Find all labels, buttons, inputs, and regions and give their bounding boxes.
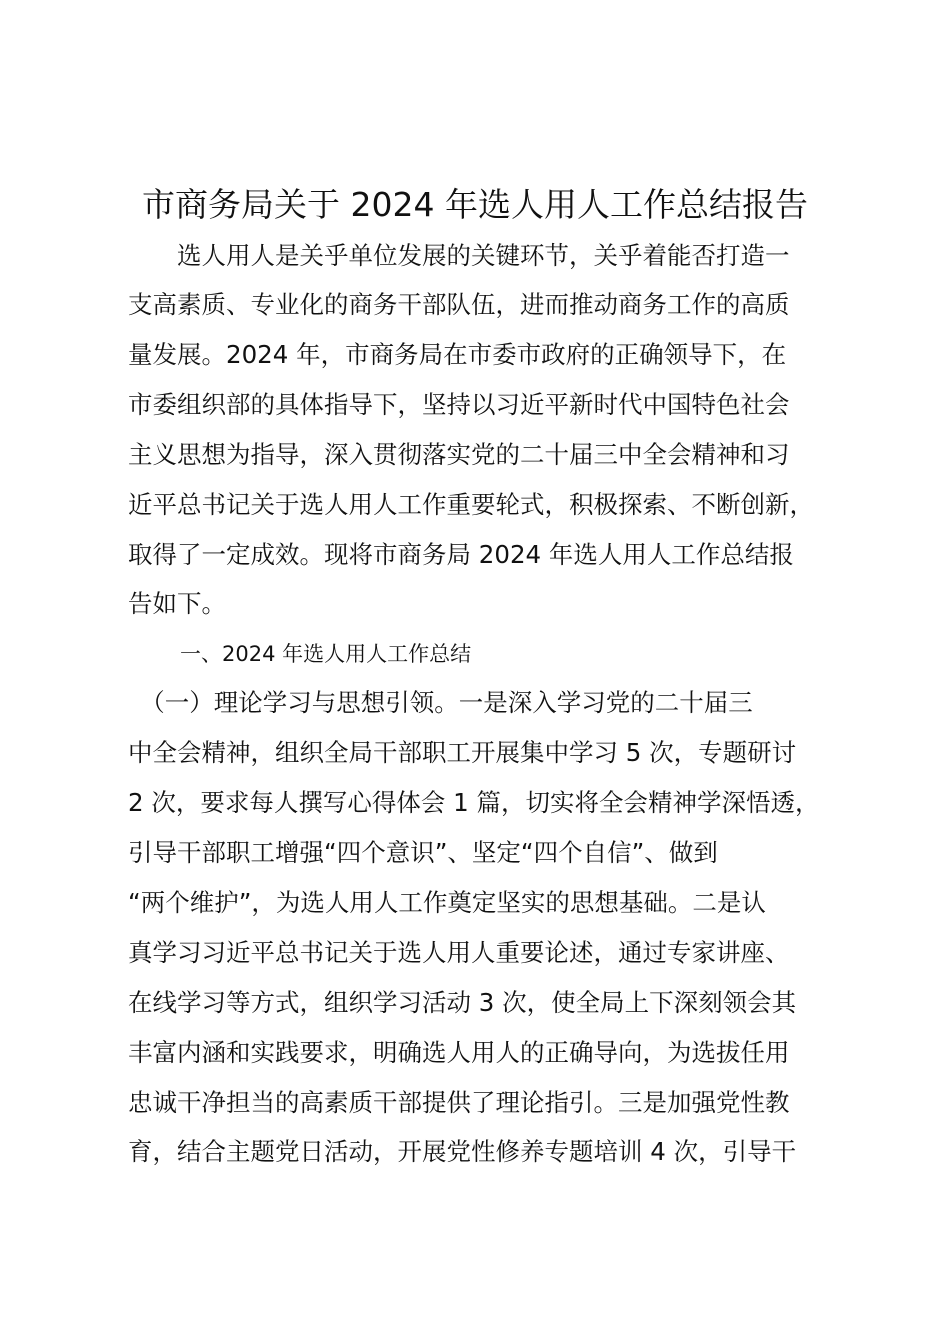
paragraph-line: 近平总书记关于选人用人工作重要轮式，积极探索、不断创新，: [128, 490, 814, 519]
paragraph-line: 2 次，要求每人撰写心得体会 1 篇，切实将全会精神学深悟透，: [128, 788, 820, 817]
paragraph-line: 中全会精神，组织全局干部职工开展集中学习 5 次，专题研讨: [128, 738, 797, 767]
paragraph-line: 在线学习等方式，组织学习活动 3 次，使全局上下深刻领会其: [128, 988, 797, 1017]
paragraph-line: 主义思想为指导，深入贯彻落实党的二十届三中全会精神和习: [128, 440, 790, 469]
paragraph-line: 量发展。2024 年，市商务局在市委市政府的正确领导下，在: [128, 340, 787, 369]
paragraph-line: 支高素质、专业化的商务干部队伍，进而推动商务工作的高质: [128, 290, 790, 319]
paragraph-line: 选人用人是关乎单位发展的关键环节，关乎着能否打造一: [128, 241, 790, 270]
paragraph-line: 告如下。: [128, 589, 226, 618]
paragraph-line: 丰富内涵和实践要求，明确选人用人的正确导向，为选拔任用: [128, 1038, 790, 1067]
paragraph-line: （一）理论学习与思想引领。一是深入学习党的二十届三: [128, 688, 753, 717]
paragraph-line: 育，结合主题党日活动，开展党性修养专题培训 4 次，引导干: [128, 1137, 797, 1166]
paragraph-line: 真学习习近平总书记关于选人用人重要论述，通过专家讲座、: [128, 938, 790, 967]
paragraph-line: 取得了一定成效。现将市商务局 2024 年选人用人工作总结报: [128, 540, 794, 569]
paragraph-line: 忠诚干净担当的高素质干部提供了理论指引。三是加强党性教: [128, 1088, 790, 1117]
section-heading: 一、2024 年选人用人工作总结: [180, 642, 472, 666]
paragraph-line: 市委组织部的具体指导下，坚持以习近平新时代中国特色社会: [128, 390, 790, 419]
paragraph-line: “两个维护”，为选人用人工作奠定坚实的思想基础。二是认: [128, 888, 766, 917]
paragraph-line: 引导干部职工增强“四个意识”、坚定“四个自信”、做到: [128, 838, 718, 867]
document-title: 市商务局关于 2024 年选人用人工作总结报告: [142, 185, 808, 224]
